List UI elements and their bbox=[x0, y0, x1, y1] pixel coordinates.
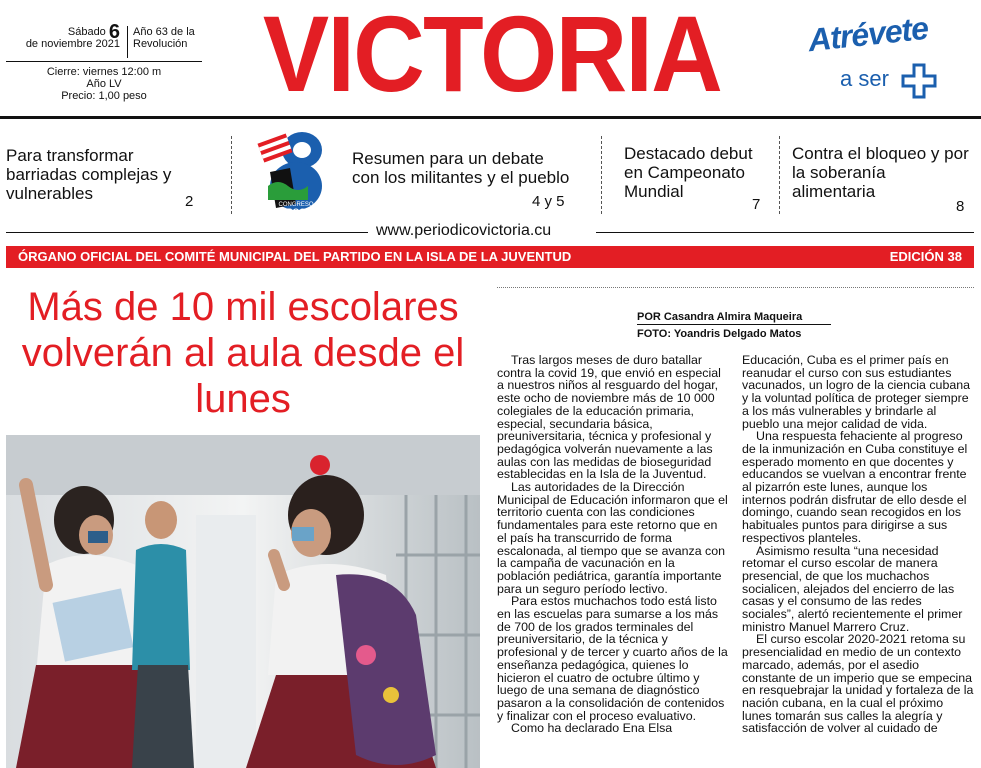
plus-icon bbox=[900, 62, 938, 100]
day-number: 6 bbox=[108, 21, 120, 43]
weekday: Sábado bbox=[67, 26, 106, 38]
teaser-4[interactable]: Contra el bloqueo y por la soberanía alimentaria bbox=[792, 144, 969, 201]
paragraph: El curso escolar 2020-2021 retoma su presencialidad en medio de un contexto marcado, además, por el asedio constante de un imperio que se empecina en resquebrajar la unidad y fortaleza de la nación cubana, en la cual el próximo lunes tomarán sus calles la alegría y satisfacción de volver al cuidado de bbox=[742, 632, 974, 736]
url-rule-right bbox=[596, 232, 974, 233]
slogan-line-2: a ser bbox=[840, 66, 889, 91]
paragraph: Asimismo resulta “una necesidad retomar el curso escolar de manera presencial, de que los muchachos socialicen, alejados del encierro de las casas y el consumo de las redes sociales”, alertó recientemente el primer ministro Manuel Marrero Cruz. bbox=[742, 543, 963, 634]
website-url[interactable]: www.periodicovictoria.cu bbox=[376, 222, 552, 239]
organ-banner bbox=[6, 246, 974, 268]
month-year: de noviembre 2021 bbox=[25, 38, 120, 50]
teaser-1-page: 2 bbox=[185, 193, 194, 210]
year-label bbox=[133, 26, 211, 50]
year-label-2: Revolución bbox=[133, 38, 188, 50]
paragraph: Para estos muchachos todo está listo en las escuelas para sumarse a los más de 700 de los grados terminales del preuniversitario, de la técnica y profesional y de tercer y cuarto años de la enseñanza pedagógica, quienes lo hicieron el cuatro de octubre último y luego de una semana de diagnóstico pasaron a la consolidación de contenidos y finalizar con el proceso evaluativo. bbox=[497, 594, 728, 723]
teaser-2-page: 4 y 5 bbox=[532, 193, 565, 210]
article-headline: Más de 10 mil escolares volverán al aula desde el lunes bbox=[21, 285, 465, 421]
slogan-line-1: Atrévete bbox=[806, 9, 930, 59]
newspaper-title: VICTORIA bbox=[262, 0, 722, 114]
cierre-text: Cierre: viernes 12:00 m bbox=[46, 66, 162, 78]
logo-congreso-text: CONGRESO bbox=[278, 202, 314, 208]
paragraph: Las autoridades de la Dirección Municipal de Educación informaron que el territorio cuenta con las condiciones fundamentales para este retorno que en el país ha transcurrido de forma escalonada, al tiempo que se avanza con la campaña de vacunación en la población pediátrica, garantía importante para un seguro período lectivo. bbox=[497, 480, 728, 596]
teaser-4-page: 8 bbox=[956, 198, 965, 215]
organ-text: ÓRGANO OFICIAL DEL COMITÉ MUNICIPAL DEL PARTIDO EN LA ISLA DE LA JUVENTUD bbox=[18, 249, 572, 264]
byline: POR Casandra Almira Maqueira bbox=[637, 311, 803, 323]
teaser-divider bbox=[601, 136, 602, 214]
edition-text: EDICIÓN 38 bbox=[889, 249, 962, 264]
article-column-2 bbox=[742, 354, 974, 768]
date-separator bbox=[127, 26, 128, 58]
article-photo bbox=[6, 435, 480, 768]
teaser-divider bbox=[779, 136, 780, 214]
schoolgirls-photo bbox=[6, 435, 480, 768]
paragraph: Tras largos meses de duro batallar contra la covid 19, que envió en especial a nuestros niños al resguardo del hogar, este ocho de noviembre más de 10 000 colegiales de la educación primaria, especial, secundaria básica, preuniversitaria, técnica y profesional y pedagógica volverán nuevamente a las aulas con las medidas de bioseguridad establecidas en la Isla de la Juventud. bbox=[497, 354, 721, 482]
teaser-divider bbox=[231, 136, 232, 214]
column-top-rule bbox=[497, 287, 974, 288]
slogan-logo bbox=[806, 9, 974, 114]
date-rule bbox=[6, 61, 202, 62]
precio-text: Precio: 1,00 peso bbox=[61, 90, 147, 102]
paragraph: Una respuesta fehaciente al progreso de la inmunización en Cuba constituye el esperado momento en que docentes y educandos se vuelvan a encontrar frente al pizarrón este lunes, aunque los internos podrán disfrutar de ello desde el domingo, cuando sean recogidos en los habituales puntos para dirigirse a sus respectivos planteles. bbox=[742, 429, 968, 545]
paragraph: Como ha declarado Ena Elsa bbox=[511, 721, 673, 736]
url-rule-left bbox=[6, 232, 368, 233]
date-left bbox=[6, 21, 120, 50]
teaser-2[interactable]: Resumen para un debate con los militantes y el pueblo bbox=[352, 149, 570, 187]
photo-credit: FOTO: Yoandris Delgado Matos bbox=[637, 328, 802, 340]
teaser-3-page: 7 bbox=[752, 196, 761, 213]
teaser-3[interactable]: Destacado debut en Campeonato Mundial bbox=[624, 144, 753, 201]
byline-rule bbox=[637, 324, 831, 325]
logo-pcc-text: PCC bbox=[286, 207, 306, 217]
teaser-1[interactable]: Para transformar barriadas complejas y vulnerables bbox=[6, 146, 172, 203]
year-label-1: Año 63 de la bbox=[133, 26, 195, 38]
paragraph: Educación, Cuba es el primer país en reanudar el curso con sus estudiantes vacunados, un logro de la ciencia cubana y la voluntad política de proteger siempre a los más vulnerables y brindarle al pueblo una mejor calidad de vida. bbox=[742, 354, 971, 431]
masthead-rule bbox=[0, 116, 981, 119]
article-column-1 bbox=[497, 354, 729, 768]
ano-text: Año LV bbox=[86, 78, 122, 90]
pcc-congress-logo bbox=[250, 124, 342, 220]
issue-info bbox=[6, 66, 202, 102]
